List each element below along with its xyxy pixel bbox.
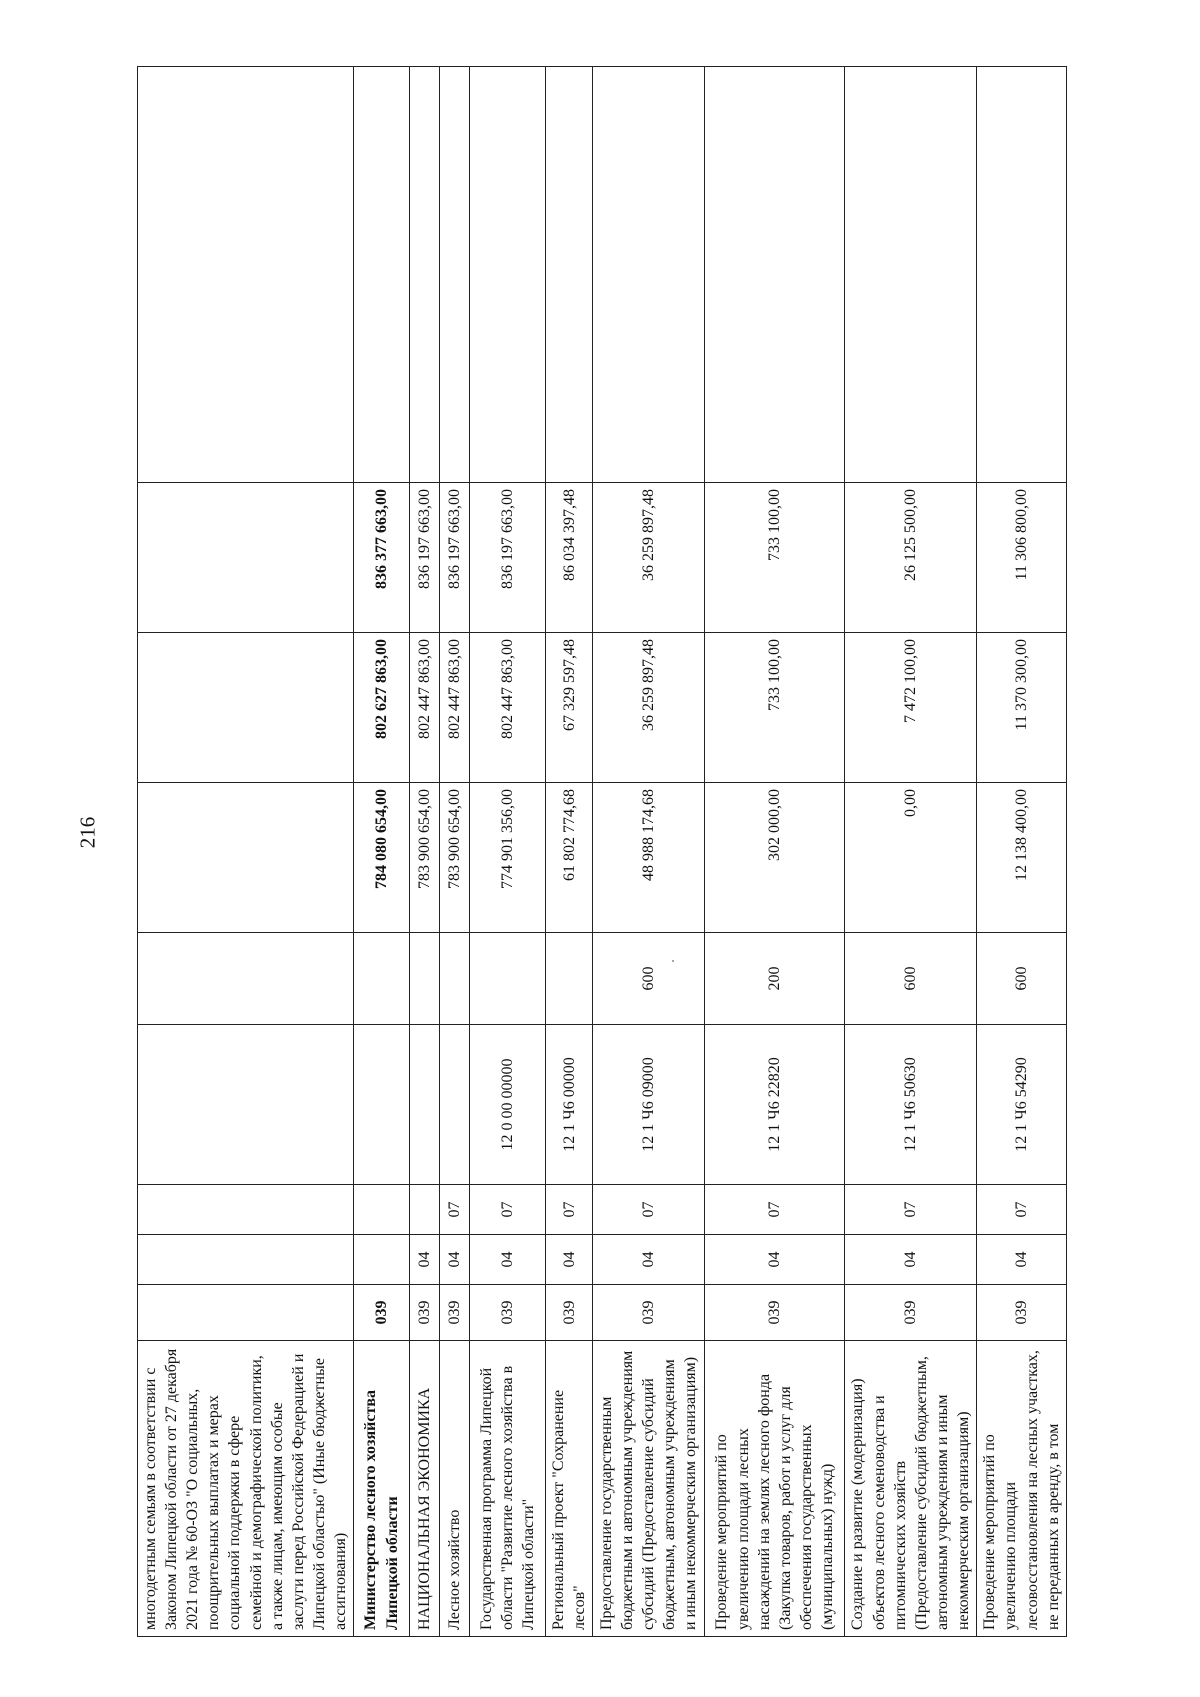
table-row [977,67,1066,1637]
cell-amount-1: 48 988 174,68 [593,783,705,933]
cell-section: 04 [845,1235,977,1285]
cell-amount-2: 36 259 897,48 [593,633,705,783]
cell-grbs: 039 [546,1285,593,1341]
cell-section: 04 [410,1235,440,1285]
cell-subsection: 07 [705,1185,845,1235]
cell-amount-3: 26 125 500,00 [845,483,977,633]
cell-subsection [410,1185,440,1235]
cell-amount-3: 86 034 397,48 [546,483,593,633]
cell-empty [470,67,546,483]
cell-subsection: 07 [593,1185,705,1235]
cell-amount-3: 836 197 663,00 [410,483,440,633]
cell-subsection [138,1185,354,1235]
cell-expense-type: 600 [593,933,705,1025]
cell-expense-type [440,933,470,1025]
cell-amount-3: 836 377 663,00 [354,483,410,633]
cell-subsection: 07 [470,1185,546,1235]
cell-amount-1 [138,783,354,933]
cell-amount-2: 733 100,00 [705,633,845,783]
cell-amount-1: 784 080 654,00 [354,783,410,933]
cell-name: Министерство лесного хозяйства Липецкой области [354,1341,410,1637]
cell-amount-1: 774 901 356,00 [470,783,546,933]
cell-subsection: 07 [845,1185,977,1235]
cell-amount-2: 802 447 863,00 [440,633,470,783]
table-row [546,67,593,1637]
cell-target-article: 12 1 Ч6 54290 [977,1025,1066,1185]
cell-grbs: 039 [977,1285,1066,1341]
cell-name: Государственная программа Липецкой области "Развитие лесного хозяйства в Липецкой области" [470,1341,546,1637]
cell-empty [977,67,1066,483]
cell-section [354,1235,410,1285]
cell-expense-type: 600 [977,933,1066,1025]
cell-subsection: 07 [440,1185,470,1235]
cell-subsection [354,1185,410,1235]
cell-target-article: 12 1 Ч6 22820 [705,1025,845,1185]
cell-target-article: 12 1 Ч6 00000 [546,1025,593,1185]
cell-amount-2: 802 627 863,00 [354,633,410,783]
cell-amount-3: 836 197 663,00 [440,483,470,633]
cell-empty [354,67,410,483]
cell-section: 04 [470,1235,546,1285]
cell-name: НАЦИОНАЛЬНАЯ ЭКОНОМИКА [410,1341,440,1637]
budget-table-rotated [137,67,1067,1637]
cell-section: 04 [440,1235,470,1285]
cell-grbs: 039 [440,1285,470,1341]
cell-target-article: 12 1 Ч6 50630 [845,1025,977,1185]
cell-expense-type: 200 [705,933,845,1025]
table-row [138,67,354,1637]
cell-section: 04 [705,1235,845,1285]
cell-target-article: 12 0 00 00000 [470,1025,546,1185]
table-row [845,67,977,1637]
cell-expense-type [470,933,546,1025]
cell-amount-3: 11 306 800,00 [977,483,1066,633]
cell-expense-type: 600 [845,933,977,1025]
cell-amount-2: 11 370 300,00 [977,633,1066,783]
cell-amount-3 [138,483,354,633]
cell-target-article: 12 1 Ч6 09000 [593,1025,705,1185]
table-row [354,67,410,1637]
cell-name: Проведение мероприятий по увеличению площади лесных насаждений на землях лесного фонда (Закупка товаров, работ и услуг для обеспечения государственных (муниципальных) нужд) [705,1341,845,1637]
cell-amount-1: 12 138 400,00 [977,783,1066,933]
cell-amount-2: 67 329 597,48 [546,633,593,783]
cell-grbs [138,1285,354,1341]
cell-empty [138,67,354,483]
cell-subsection: 07 [977,1185,1066,1235]
cell-name: Лесное хозяйство [440,1341,470,1637]
cell-expense-type [354,933,410,1025]
table-row [705,67,845,1637]
cell-amount-1: 302 000,00 [705,783,845,933]
table-body [138,67,1067,1637]
cell-amount-1: 783 900 654,00 [440,783,470,933]
cell-grbs: 039 [705,1285,845,1341]
budget-table [137,66,1067,1637]
table-row [593,67,705,1637]
page-number: 216 [75,816,100,849]
cell-target-article [410,1025,440,1185]
cell-amount-2 [138,633,354,783]
cell-empty [546,67,593,483]
cell-amount-3: 836 197 663,00 [470,483,546,633]
cell-name: Предоставление государственным бюджетным и автономным учреждениям субсидий (Предоставление субсидий бюджетным, автономным учреждениям и иным некоммерческим организациям) [593,1341,705,1637]
cell-section [138,1235,354,1285]
cell-section: 04 [546,1235,593,1285]
cell-target-article [138,1025,354,1185]
cell-empty [593,67,705,483]
cell-subsection: 07 [546,1185,593,1235]
cell-grbs: 039 [470,1285,546,1341]
cell-amount-1: 0,00 [845,783,977,933]
cell-grbs: 039 [845,1285,977,1341]
cell-section: 04 [977,1235,1066,1285]
cell-amount-3: 733 100,00 [705,483,845,633]
table-row [410,67,440,1637]
cell-grbs: 039 [593,1285,705,1341]
cell-amount-3: 36 259 897,48 [593,483,705,633]
cell-amount-2: 802 447 863,00 [410,633,440,783]
cell-amount-1: 61 802 774,68 [546,783,593,933]
cell-name: многодетным семьям в соответствии с Законом Липецкой области от 27 декабря 2021 года № 60-ОЗ "О социальных, поощрительных выплатах и мерах социальной поддержки в сфере семейной и демографической политики, а также лицам, имеющим особые заслуги перед Российской Федерацией и Липецкой областью" (Иные бюджетные ассигнования) [138,1341,354,1637]
cell-target-article [354,1025,410,1185]
cell-amount-2: 802 447 863,00 [470,633,546,783]
cell-name: Создание и развитие (модернизация) объектов лесного семеноводства и питомнических хозяйств (Предоставление субсидий бюджетным, автономным учреждениям и иным некоммерческим организациям) [845,1341,977,1637]
cell-empty [410,67,440,483]
cell-section: 04 [593,1235,705,1285]
cell-expense-type [410,933,440,1025]
cell-expense-type [138,933,354,1025]
cell-amount-1: 783 900 654,00 [410,783,440,933]
cell-name: Региональный проект "Сохранение лесов" [546,1341,593,1637]
table-row [470,67,546,1637]
cell-expense-type [546,933,593,1025]
cell-empty [845,67,977,483]
cell-name: Проведение мероприятий по увеличению площади лесовосстановления на лесных участках, не переданных в аренду, в том [977,1341,1066,1637]
cell-grbs: 039 [354,1285,410,1341]
table-row [440,67,470,1637]
cell-grbs: 039 [410,1285,440,1341]
cell-empty [705,67,845,483]
cell-target-article [440,1025,470,1185]
cell-empty [440,67,470,483]
cell-amount-2: 7 472 100,00 [845,633,977,783]
